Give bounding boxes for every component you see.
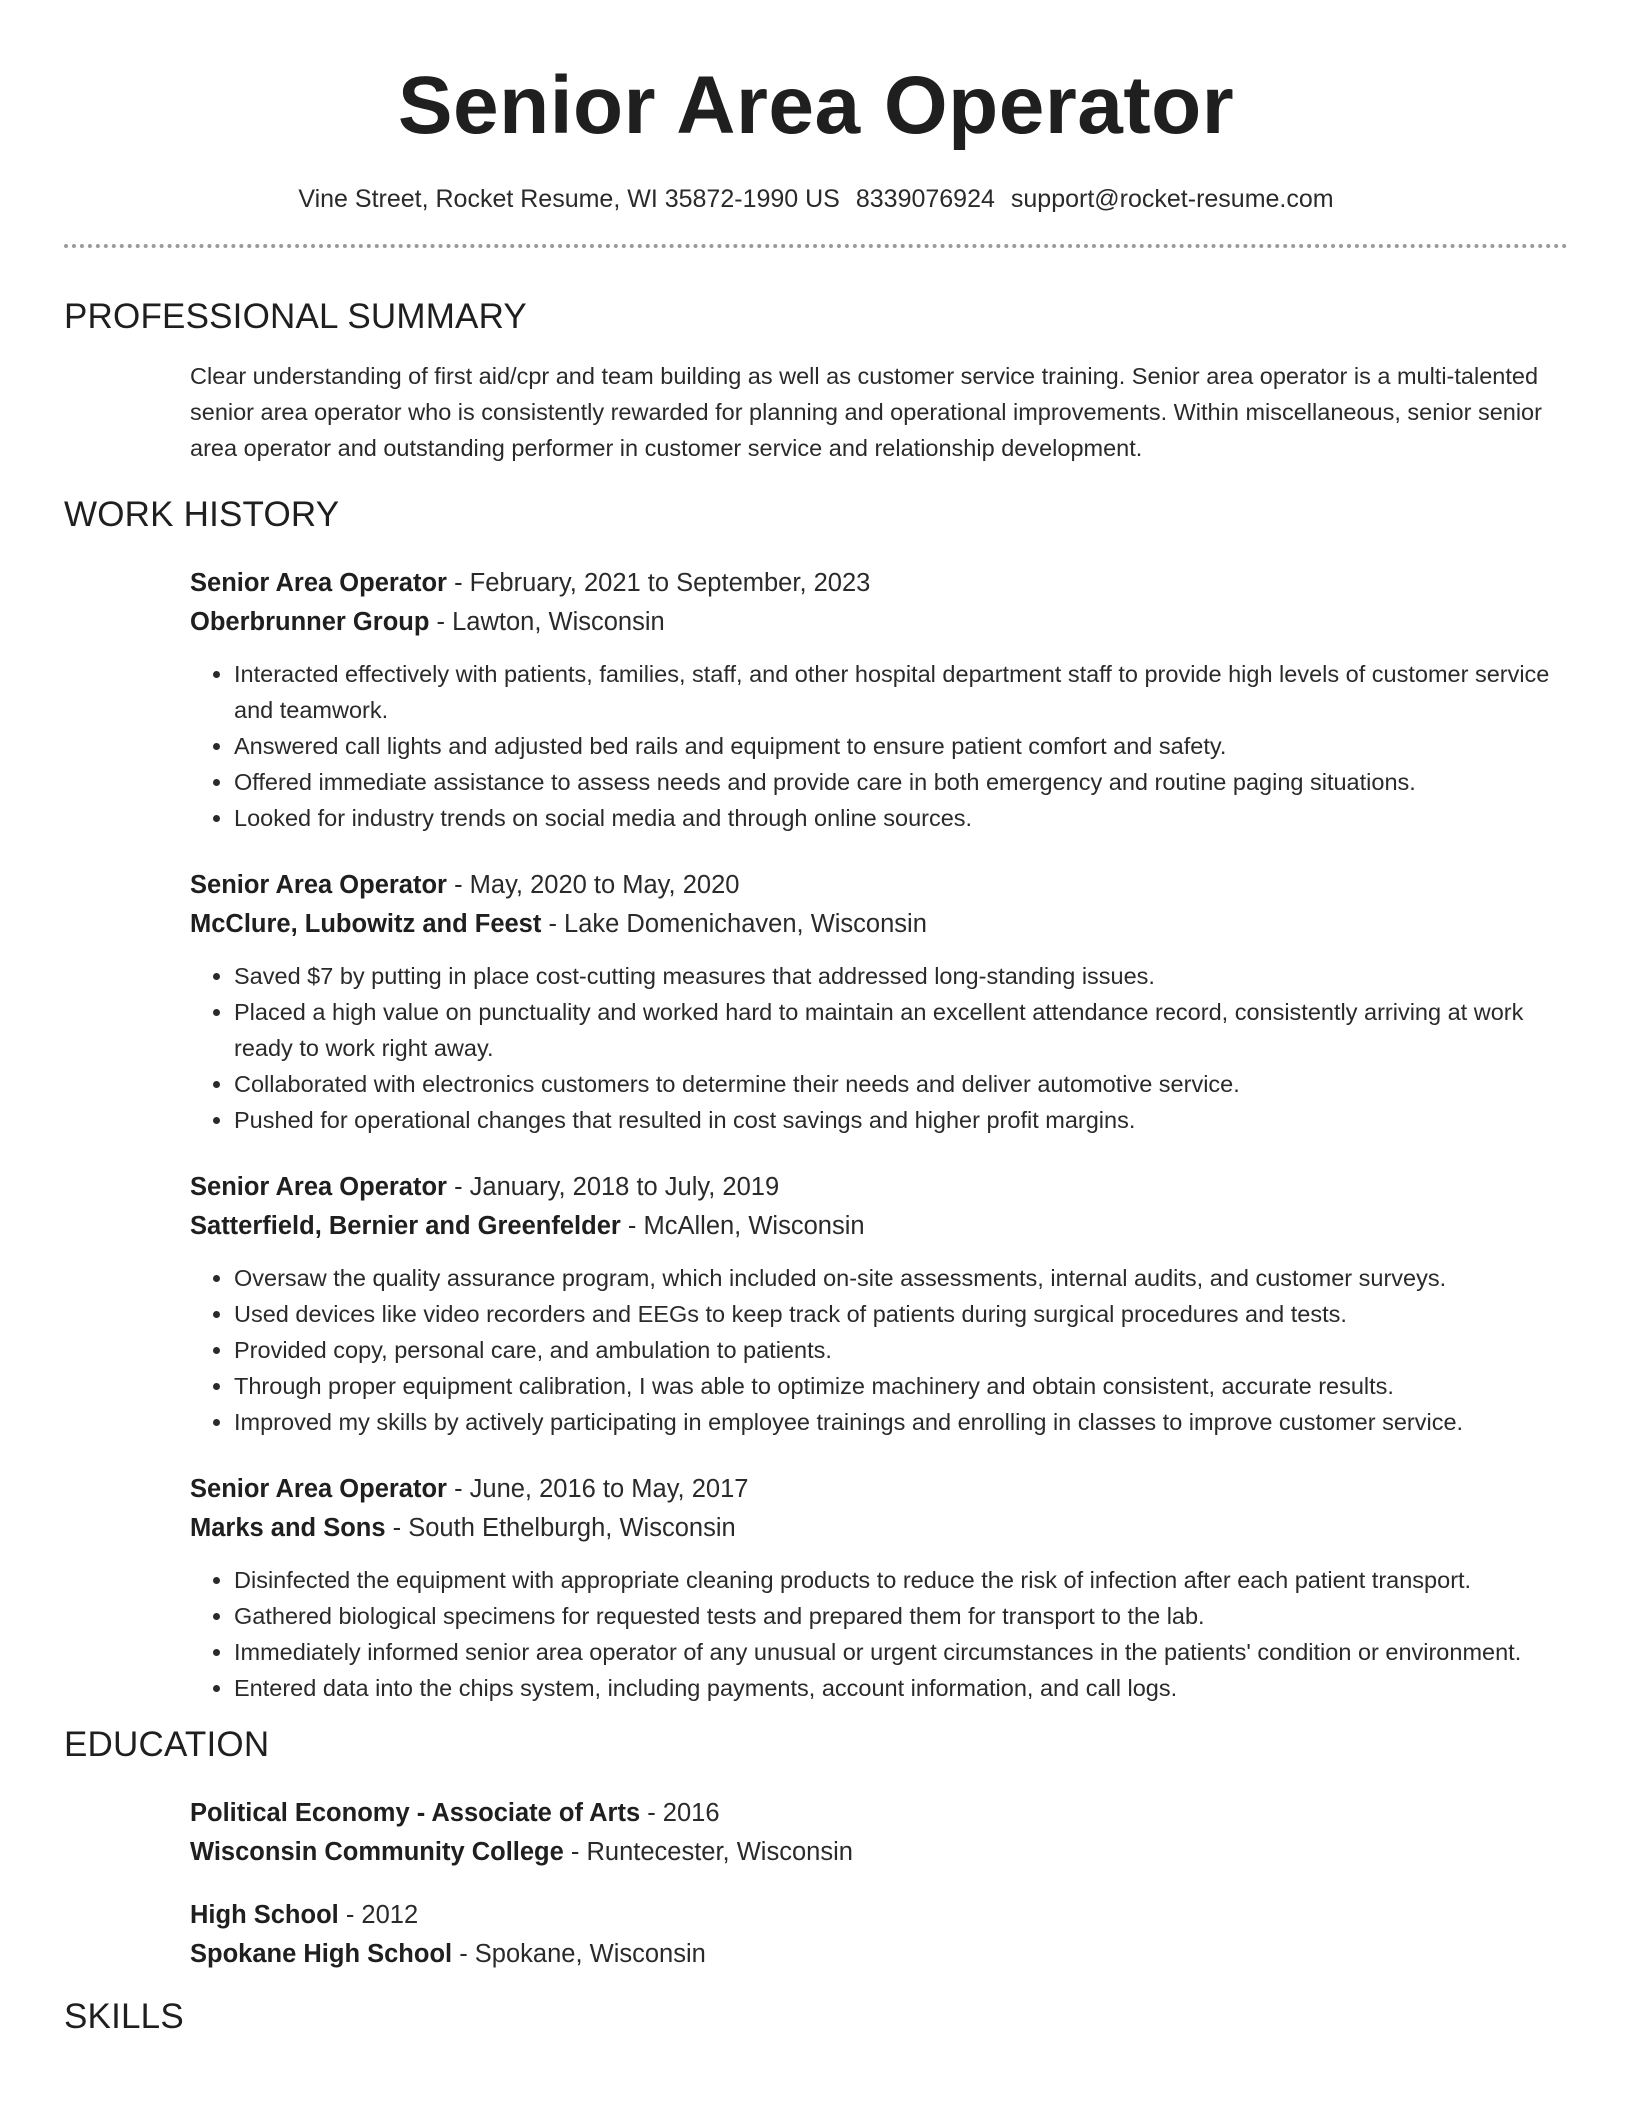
- job-bullet: • Through proper equipment calibration, I was able to optimize machinery and obtain consistent, accurate results.: [234, 1368, 1568, 1404]
- job-entry: [190, 1168, 1568, 1440]
- job-company: Satterfield, Bernier and Greenfelder: [190, 1212, 621, 1240]
- work-history-heading: WORK HISTORY: [64, 495, 340, 534]
- job-bullet: • Improved my skills by actively participating in employee trainings and enrolling in classes to improve customer service.: [234, 1404, 1568, 1440]
- job-bullet: • Gathered biological specimens for requested tests and prepared them for transport to the lab.: [234, 1598, 1568, 1634]
- job-entry: [190, 866, 1568, 1138]
- job-company-line: [190, 905, 1568, 944]
- job-bullet: • Saved $7 by putting in place cost-cutting measures that addressed long-standing issues.: [234, 958, 1568, 994]
- contact-email: support@rocket-resume.com: [1010, 185, 1334, 213]
- education-entry: [190, 1794, 1568, 1872]
- job-title-line: [190, 1470, 1568, 1509]
- job-bullets: [190, 1260, 1568, 1440]
- job-location: - South Ethelburgh, Wisconsin: [392, 1514, 736, 1542]
- job-bullet: • Offered immediate assistance to assess needs and provide care in both emergency and routine paging situations.: [234, 764, 1568, 800]
- job-title-line: [190, 1168, 1568, 1207]
- job-company: Oberbrunner Group: [190, 608, 430, 636]
- job-company: McClure, Lubowitz and Feest: [190, 910, 542, 938]
- job-bullet: • Placed a high value on punctuality and worked hard to maintain an excellent attendance record, consistently arriving at work ready to work right away.: [234, 994, 1568, 1066]
- job-title: Senior Area Operator: [190, 569, 447, 597]
- job-bullet: • Interacted effectively with patients, families, staff, and other hospital department staff to provide high levels of customer service and teamwork.: [234, 656, 1568, 728]
- job-bullet: • Collaborated with electronics customers to determine their needs and deliver automotive service.: [234, 1066, 1568, 1102]
- contact-line: [64, 184, 1568, 214]
- education-degree-line: [190, 1794, 1568, 1833]
- job-bullet: • Answered call lights and adjusted bed rails and equipment to ensure patient comfort and safety.: [234, 728, 1568, 764]
- job-bullet: • Oversaw the quality assurance program, which included on-site assessments, internal audits, and customer surveys.: [234, 1260, 1568, 1296]
- education-year: - 2016: [647, 1799, 720, 1827]
- skills-heading: SKILLS: [64, 1997, 184, 2036]
- job-bullets: [190, 958, 1568, 1138]
- education-school-line: [190, 1935, 1568, 1974]
- job-dates: - February, 2021 to September, 2023: [454, 569, 871, 597]
- job-bullet: • Pushed for operational changes that resulted in cost savings and higher profit margins.: [234, 1102, 1568, 1138]
- job-company: Marks and Sons: [190, 1514, 386, 1542]
- education-location: - Spokane, Wisconsin: [459, 1940, 706, 1968]
- job-bullet: • Used devices like video recorders and EEGs to keep track of patients during surgical procedures and tests.: [234, 1296, 1568, 1332]
- job-title-line: [190, 564, 1568, 603]
- job-company-line: [190, 603, 1568, 642]
- contact-phone: 8339076924: [855, 185, 995, 213]
- job-bullets: [190, 1562, 1568, 1706]
- education-heading: EDUCATION: [64, 1725, 270, 1764]
- job-location: - Lake Domenichaven, Wisconsin: [548, 910, 927, 938]
- job-bullet: • Disinfected the equipment with appropriate cleaning products to reduce the risk of infection after each patient transport.: [234, 1562, 1568, 1598]
- contact-address: Vine Street, Rocket Resume, WI 35872-1990 US: [298, 185, 840, 213]
- education-year: - 2012: [345, 1901, 419, 1929]
- education-location: - Runtecester, Wisconsin: [570, 1838, 853, 1866]
- job-bullet: • Entered data into the chips system, including payments, account information, and call logs.: [234, 1670, 1568, 1706]
- education-school: Spokane High School: [190, 1940, 453, 1968]
- education-degree-line: [190, 1896, 1568, 1935]
- job-bullets: [190, 656, 1568, 836]
- page-title: Senior Area Operator: [397, 60, 1235, 151]
- job-location: - Lawton, Wisconsin: [436, 608, 665, 636]
- job-entry: [190, 1470, 1568, 1706]
- job-bullet: • Immediately informed senior area operator of any unusual or urgent circumstances in the patients' condition or environment.: [234, 1634, 1568, 1670]
- header-divider: [64, 244, 1568, 248]
- job-bullet: • Looked for industry trends on social media and through online sources.: [234, 800, 1568, 836]
- job-bullet: • Provided copy, personal care, and ambulation to patients.: [234, 1332, 1568, 1368]
- job-title-line: [190, 866, 1568, 905]
- job-company-line: [190, 1207, 1568, 1246]
- education-school-line: [190, 1833, 1568, 1872]
- education-degree: Political Economy - Associate of Arts: [190, 1799, 641, 1827]
- summary-text: Clear understanding of first aid/cpr and team building as well as customer service training. Senior area operator is a multi-talented senior area operator who is consistently rewarded for planning and operational improvements. Within miscellaneous, senior senior area operator and outstanding performer in customer service and relationship development.: [190, 363, 1542, 461]
- job-title: Senior Area Operator: [190, 1475, 447, 1503]
- job-title: Senior Area Operator: [190, 1173, 447, 1201]
- job-title: Senior Area Operator: [190, 871, 447, 899]
- summary-heading: PROFESSIONAL SUMMARY: [64, 297, 527, 336]
- job-dates: - January, 2018 to July, 2019: [454, 1173, 780, 1201]
- job-dates: - June, 2016 to May, 2017: [454, 1475, 749, 1503]
- job-company-line: [190, 1509, 1568, 1548]
- job-entry: [190, 564, 1568, 836]
- education-entry: [190, 1896, 1568, 1974]
- job-dates: - May, 2020 to May, 2020: [454, 871, 740, 899]
- education-degree: High School: [190, 1901, 339, 1929]
- job-location: - McAllen, Wisconsin: [627, 1212, 865, 1240]
- education-school: Wisconsin Community College: [190, 1838, 564, 1866]
